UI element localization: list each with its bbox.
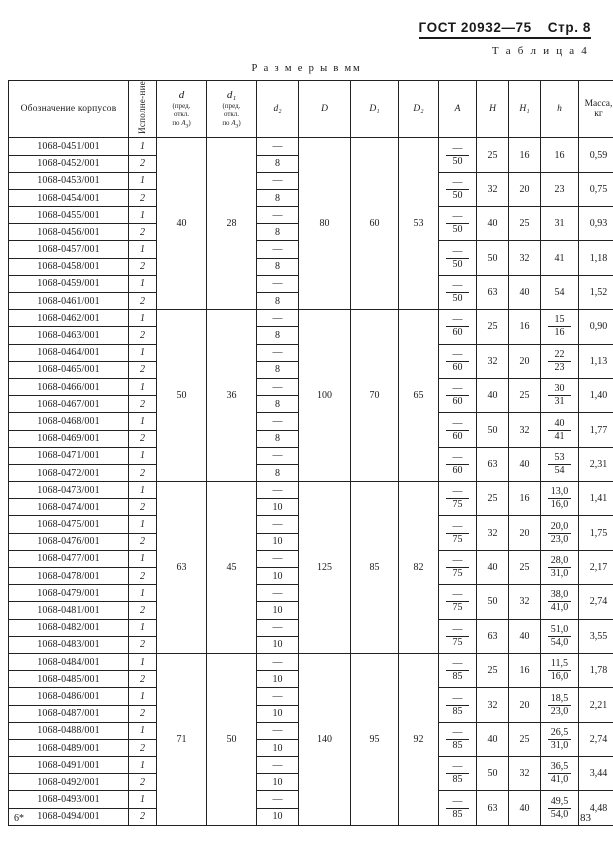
cell-A: — 75 (439, 516, 477, 550)
cell-execution: 2 (129, 739, 157, 756)
footer-signature-mark: 6* (14, 813, 24, 824)
standard-header-line (419, 20, 591, 39)
cell-h: 30 31 (541, 378, 579, 412)
cell-designation: 1068-0471/001 (9, 447, 129, 464)
cell-mass: 2,21 (579, 688, 613, 722)
cell-execution: 1 (129, 310, 157, 327)
cell-execution: 1 (129, 688, 157, 705)
cell-D2: 92 (399, 653, 439, 825)
cell-mass: 1,77 (579, 413, 613, 447)
cell-designation: 1068-0493/001 (9, 791, 129, 808)
cell-designation: 1068-0477/001 (9, 550, 129, 567)
cell-designation: 1068-0491/001 (9, 757, 129, 774)
cell-designation: 1068-0466/001 (9, 378, 129, 395)
cell-execution: 1 (129, 207, 157, 224)
cell-d1: 36 (207, 310, 257, 482)
cell-d2: — (257, 344, 299, 361)
cell-mass: 1,75 (579, 516, 613, 550)
cell-execution: 1 (129, 447, 157, 464)
cell-d2: 10 (257, 671, 299, 688)
cell-H1: 32 (509, 757, 541, 791)
cell-designation: 1068-0489/001 (9, 739, 129, 756)
cell-execution: 1 (129, 757, 157, 774)
cell-H: 32 (477, 172, 509, 206)
cell-designation: 1068-0461/001 (9, 293, 129, 310)
cell-H1: 40 (509, 447, 541, 481)
cell-mass: 1,13 (579, 344, 613, 378)
cell-h: 16 (541, 138, 579, 172)
units-note: Р а з м е р ы в мм (251, 63, 362, 74)
cell-H: 32 (477, 516, 509, 550)
cell-A: — 75 (439, 619, 477, 653)
cell-d2: 8 (257, 327, 299, 344)
cell-designation: 1068-0478/001 (9, 568, 129, 585)
cell-d2: — (257, 378, 299, 395)
cell-designation: 1068-0485/001 (9, 671, 129, 688)
cell-H: 25 (477, 310, 509, 344)
cell-d2: — (257, 310, 299, 327)
cell-d2: — (257, 653, 299, 670)
cell-mass: 1,52 (579, 275, 613, 309)
column-header-designation: Обозначение корпусов (9, 81, 129, 138)
cell-d2: 10 (257, 533, 299, 550)
cell-h: 41 (541, 241, 579, 275)
cell-A: — 60 (439, 310, 477, 344)
cell-mass: 1,41 (579, 482, 613, 516)
cell-h: 18,5 23,0 (541, 688, 579, 722)
cell-designation: 1068-0453/001 (9, 172, 129, 189)
cell-designation: 1068-0455/001 (9, 207, 129, 224)
cell-mass: 2,31 (579, 447, 613, 481)
cell-D2: 53 (399, 138, 439, 310)
cell-d2: 10 (257, 602, 299, 619)
cell-mass: 0,93 (579, 207, 613, 241)
cell-d2: 8 (257, 361, 299, 378)
cell-designation: 1068-0483/001 (9, 636, 129, 653)
cell-execution: 1 (129, 241, 157, 258)
cell-execution: 2 (129, 293, 157, 310)
cell-H: 63 (477, 791, 509, 825)
cell-mass: 4,48 (579, 791, 613, 825)
cell-execution: 2 (129, 602, 157, 619)
cell-A: — 50 (439, 138, 477, 172)
column-header-d-symbol: d (178, 88, 185, 101)
cell-D2: 82 (399, 482, 439, 654)
cell-A: — 85 (439, 722, 477, 756)
cell-execution: 2 (129, 671, 157, 688)
cell-H: 32 (477, 344, 509, 378)
cell-execution: 1 (129, 516, 157, 533)
column-header-d (157, 81, 207, 138)
cell-h: 38,0 41,0 (541, 585, 579, 619)
cell-d2: — (257, 172, 299, 189)
cell-d: 50 (157, 310, 207, 482)
cell-d2: — (257, 585, 299, 602)
cell-h: 26,5 31,0 (541, 722, 579, 756)
cell-D1: 70 (351, 310, 399, 482)
column-header-d-tolerance: (пред. откл. по $A_3$) (172, 102, 191, 130)
column-header-d1 (207, 81, 257, 138)
cell-execution: 2 (129, 189, 157, 206)
cell-D1: 85 (351, 482, 399, 654)
cell-execution: 1 (129, 550, 157, 567)
cell-designation: 1068-0454/001 (9, 189, 129, 206)
cell-h: 54 (541, 275, 579, 309)
table-caption: Т а б л и ц а 4 (491, 45, 589, 57)
cell-designation: 1068-0457/001 (9, 241, 129, 258)
cell-execution: 2 (129, 361, 157, 378)
cell-d2: — (257, 791, 299, 808)
cell-H1: 16 (509, 138, 541, 172)
column-header-D1: D₁ (351, 81, 399, 138)
cell-h: 13,0 16,0 (541, 482, 579, 516)
cell-h: 49,5 54,0 (541, 791, 579, 825)
cell-d2: — (257, 516, 299, 533)
cell-mass: 2,74 (579, 585, 613, 619)
cell-designation: 1068-0492/001 (9, 774, 129, 791)
cell-designation: 1068-0451/001 (9, 138, 129, 155)
cell-H1: 25 (509, 207, 541, 241)
cell-d2: 10 (257, 705, 299, 722)
cell-d2: 10 (257, 808, 299, 825)
column-header-D: D (299, 81, 351, 138)
cell-designation: 1068-0459/001 (9, 275, 129, 292)
cell-H: 50 (477, 413, 509, 447)
table-row (9, 138, 613, 155)
cell-execution: 2 (129, 568, 157, 585)
cell-execution: 1 (129, 138, 157, 155)
cell-d2: 8 (257, 258, 299, 275)
cell-execution: 1 (129, 653, 157, 670)
cell-execution: 1 (129, 722, 157, 739)
cell-h: 28,0 31,0 (541, 550, 579, 584)
cell-H1: 20 (509, 516, 541, 550)
cell-mass: 1,40 (579, 378, 613, 412)
cell-A: — 75 (439, 482, 477, 516)
cell-execution: 2 (129, 636, 157, 653)
cell-d2: 10 (257, 499, 299, 516)
document-header (419, 19, 591, 39)
cell-d2: — (257, 207, 299, 224)
cell-d2: 8 (257, 396, 299, 413)
cell-d2: — (257, 413, 299, 430)
cell-D: 125 (299, 482, 351, 654)
cell-A: — 85 (439, 757, 477, 791)
dimensions-table (8, 80, 613, 826)
cell-designation: 1068-0456/001 (9, 224, 129, 241)
column-header-H: H (477, 81, 509, 138)
column-header-D2: D₂ (399, 81, 439, 138)
column-header-execution (129, 81, 157, 138)
cell-D: 100 (299, 310, 351, 482)
cell-execution: 2 (129, 155, 157, 172)
table-head (9, 81, 613, 138)
cell-A: — 50 (439, 275, 477, 309)
column-header-A: A (439, 81, 477, 138)
table-row (9, 653, 613, 670)
cell-H: 63 (477, 275, 509, 309)
table-row (9, 482, 613, 499)
cell-H1: 40 (509, 275, 541, 309)
cell-designation: 1068-0482/001 (9, 619, 129, 636)
cell-execution: 1 (129, 791, 157, 808)
cell-mass: 3,44 (579, 757, 613, 791)
cell-h: 11,5 16,0 (541, 653, 579, 687)
cell-designation: 1068-0472/001 (9, 464, 129, 481)
cell-D: 140 (299, 653, 351, 825)
cell-execution: 2 (129, 430, 157, 447)
cell-execution: 2 (129, 808, 157, 825)
cell-A: — 50 (439, 241, 477, 275)
cell-d2: 10 (257, 774, 299, 791)
cell-execution: 2 (129, 327, 157, 344)
cell-A: — 60 (439, 447, 477, 481)
cell-execution: 2 (129, 396, 157, 413)
cell-H1: 16 (509, 653, 541, 687)
cell-H1: 32 (509, 585, 541, 619)
cell-d2: — (257, 482, 299, 499)
cell-execution: 1 (129, 378, 157, 395)
cell-A: — 85 (439, 791, 477, 825)
cell-d2: 8 (257, 155, 299, 172)
cell-H1: 40 (509, 619, 541, 653)
cell-H: 25 (477, 138, 509, 172)
cell-H1: 25 (509, 378, 541, 412)
cell-A: — 75 (439, 585, 477, 619)
cell-D1: 60 (351, 138, 399, 310)
cell-designation: 1068-0462/001 (9, 310, 129, 327)
cell-execution: 2 (129, 258, 157, 275)
cell-H: 25 (477, 653, 509, 687)
cell-d1: 28 (207, 138, 257, 310)
cell-h: 23 (541, 172, 579, 206)
cell-H: 63 (477, 619, 509, 653)
cell-execution: 2 (129, 224, 157, 241)
column-header-d1-symbol: d₁ (226, 88, 237, 101)
cell-d2: 10 (257, 636, 299, 653)
cell-d2: 8 (257, 464, 299, 481)
cell-mass: 0,75 (579, 172, 613, 206)
cell-d2: — (257, 757, 299, 774)
cell-designation: 1068-0467/001 (9, 396, 129, 413)
cell-execution: 1 (129, 275, 157, 292)
cell-H: 32 (477, 688, 509, 722)
cell-d2: 10 (257, 739, 299, 756)
standard-number: ГОСТ 20932—75 (418, 20, 532, 35)
cell-H1: 20 (509, 344, 541, 378)
cell-d2: 8 (257, 189, 299, 206)
cell-D1: 95 (351, 653, 399, 825)
column-header-d2: d₂ (257, 81, 299, 138)
cell-designation: 1068-0486/001 (9, 688, 129, 705)
table-body (9, 138, 613, 826)
cell-h: 40 41 (541, 413, 579, 447)
cell-H: 40 (477, 550, 509, 584)
cell-H1: 32 (509, 413, 541, 447)
column-header-H1: H₁ (509, 81, 541, 138)
cell-mass: 0,90 (579, 310, 613, 344)
cell-execution: 2 (129, 533, 157, 550)
cell-d2: — (257, 275, 299, 292)
cell-d2: 8 (257, 293, 299, 310)
cell-A: — 60 (439, 344, 477, 378)
cell-d2: — (257, 241, 299, 258)
cell-designation: 1068-0488/001 (9, 722, 129, 739)
cell-designation: 1068-0481/001 (9, 602, 129, 619)
cell-d: 40 (157, 138, 207, 310)
cell-H: 50 (477, 585, 509, 619)
cell-A: — 75 (439, 550, 477, 584)
cell-execution: 1 (129, 619, 157, 636)
cell-h: 20,0 23,0 (541, 516, 579, 550)
cell-designation: 1068-0464/001 (9, 344, 129, 361)
cell-designation: 1068-0468/001 (9, 413, 129, 430)
column-header-d1-tolerance: (пред. откл. по $A_3$) (222, 102, 241, 130)
table-row (9, 310, 613, 327)
cell-designation: 1068-0476/001 (9, 533, 129, 550)
cell-D2: 65 (399, 310, 439, 482)
cell-designation: 1068-0474/001 (9, 499, 129, 516)
cell-designation: 1068-0469/001 (9, 430, 129, 447)
cell-designation: 1068-0479/001 (9, 585, 129, 602)
cell-A: — 50 (439, 207, 477, 241)
cell-H1: 40 (509, 791, 541, 825)
column-header-mass: Масса, кг (579, 81, 613, 138)
cell-designation: 1068-0463/001 (9, 327, 129, 344)
cell-d: 63 (157, 482, 207, 654)
cell-d1: 50 (207, 653, 257, 825)
cell-execution: 2 (129, 705, 157, 722)
cell-H: 40 (477, 378, 509, 412)
cell-h: 36,5 41,0 (541, 757, 579, 791)
cell-d: 71 (157, 653, 207, 825)
cell-designation: 1068-0473/001 (9, 482, 129, 499)
cell-mass: 3,55 (579, 619, 613, 653)
cell-mass: 0,59 (579, 138, 613, 172)
cell-h: 22 23 (541, 344, 579, 378)
cell-execution: 2 (129, 464, 157, 481)
cell-D: 80 (299, 138, 351, 310)
cell-d1: 45 (207, 482, 257, 654)
cell-A: — 50 (439, 172, 477, 206)
cell-execution: 1 (129, 413, 157, 430)
cell-H: 50 (477, 757, 509, 791)
cell-A: — 85 (439, 653, 477, 687)
cell-designation: 1068-0475/001 (9, 516, 129, 533)
cell-H: 40 (477, 722, 509, 756)
cell-mass: 2,17 (579, 550, 613, 584)
cell-H1: 20 (509, 172, 541, 206)
cell-d2: 8 (257, 430, 299, 447)
cell-designation: 1068-0452/001 (9, 155, 129, 172)
cell-d2: — (257, 619, 299, 636)
cell-H: 40 (477, 207, 509, 241)
cell-H1: 25 (509, 722, 541, 756)
cell-A: — 60 (439, 413, 477, 447)
cell-A: — 85 (439, 688, 477, 722)
column-header-h: h (541, 81, 579, 138)
cell-d2: — (257, 550, 299, 567)
cell-h: 31 (541, 207, 579, 241)
cell-H: 63 (477, 447, 509, 481)
cell-H1: 32 (509, 241, 541, 275)
cell-execution: 1 (129, 344, 157, 361)
cell-execution: 1 (129, 172, 157, 189)
cell-execution: 1 (129, 585, 157, 602)
cell-d2: — (257, 688, 299, 705)
cell-d2: 10 (257, 568, 299, 585)
cell-execution: 1 (129, 482, 157, 499)
dimensions-table-wrapper (8, 80, 613, 826)
cell-designation: 1068-0494/001 (9, 808, 129, 825)
cell-H1: 25 (509, 550, 541, 584)
cell-d2: — (257, 722, 299, 739)
cell-h: 15 16 (541, 310, 579, 344)
cell-h: 53 54 (541, 447, 579, 481)
cell-designation: 1068-0465/001 (9, 361, 129, 378)
cell-H: 50 (477, 241, 509, 275)
cell-d2: 8 (257, 224, 299, 241)
footer-page-number: 83 (580, 812, 591, 824)
cell-A: — 60 (439, 378, 477, 412)
cell-h: 51,0 54,0 (541, 619, 579, 653)
cell-execution: 2 (129, 774, 157, 791)
cell-execution: 2 (129, 499, 157, 516)
cell-designation: 1068-0484/001 (9, 653, 129, 670)
column-header-execution-label: Исполне-ние (137, 81, 147, 134)
cell-H1: 16 (509, 310, 541, 344)
cell-designation: 1068-0458/001 (9, 258, 129, 275)
cell-H1: 16 (509, 482, 541, 516)
cell-mass: 2,74 (579, 722, 613, 756)
cell-d2: — (257, 138, 299, 155)
cell-H: 25 (477, 482, 509, 516)
table-header-row (9, 81, 613, 138)
cell-d2: — (257, 447, 299, 464)
cell-designation: 1068-0487/001 (9, 705, 129, 722)
page-label: Стр. 8 (547, 20, 591, 35)
cell-mass: 1,18 (579, 241, 613, 275)
cell-H1: 20 (509, 688, 541, 722)
cell-mass: 1,78 (579, 653, 613, 687)
